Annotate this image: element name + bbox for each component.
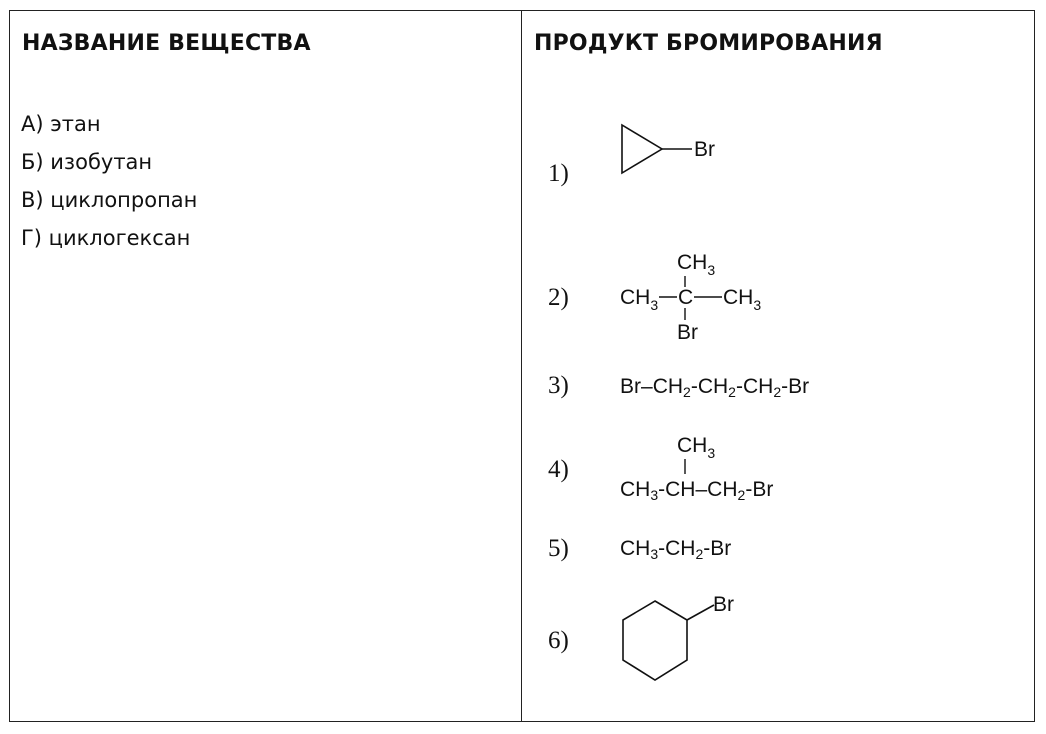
substance-item-b: Б) изобутан <box>21 150 153 174</box>
bromine-label: Br <box>677 321 698 344</box>
product-number-1: 1) <box>548 160 569 187</box>
product-number-4: 4) <box>548 456 569 483</box>
bromine-label: Br <box>694 138 715 161</box>
methyl-right-label: $CH_3$ <box>723 286 762 313</box>
methyl-branch-label: $CH_3$ <box>677 434 716 461</box>
header-bromination-product: ПРОДУКТ БРОМИРОВАНИЯ <box>534 31 883 56</box>
product-number-3: 3) <box>548 372 569 399</box>
substance-item-d: Г) циклогексан <box>21 226 191 250</box>
central-carbon-label: C <box>678 286 694 309</box>
header-substance-name: НАЗВАНИЕ ВЕЩЕСТВА <box>22 31 311 56</box>
formula-dibromopropane: $Br-CH_2-CH_2-CH_2-Br$ <box>620 375 810 400</box>
product-number-5: 5) <box>548 535 569 562</box>
product-number-2: 2) <box>548 284 569 311</box>
methyl-top-label: $CH_3$ <box>677 251 716 278</box>
substance-item-c: В) циклопропан <box>21 188 198 212</box>
formula-isobutyl-chain: $CH_3-CH-CH_2-Br$ <box>620 478 774 503</box>
substance-item-a: А) этан <box>21 112 101 136</box>
methyl-left-label: $CH_3$ <box>620 286 659 313</box>
bromine-label: Br <box>713 593 734 616</box>
formula-ethyl-bromide: $CH_3-CH_2-Br$ <box>620 537 732 562</box>
product-number-6: 6) <box>548 627 569 654</box>
